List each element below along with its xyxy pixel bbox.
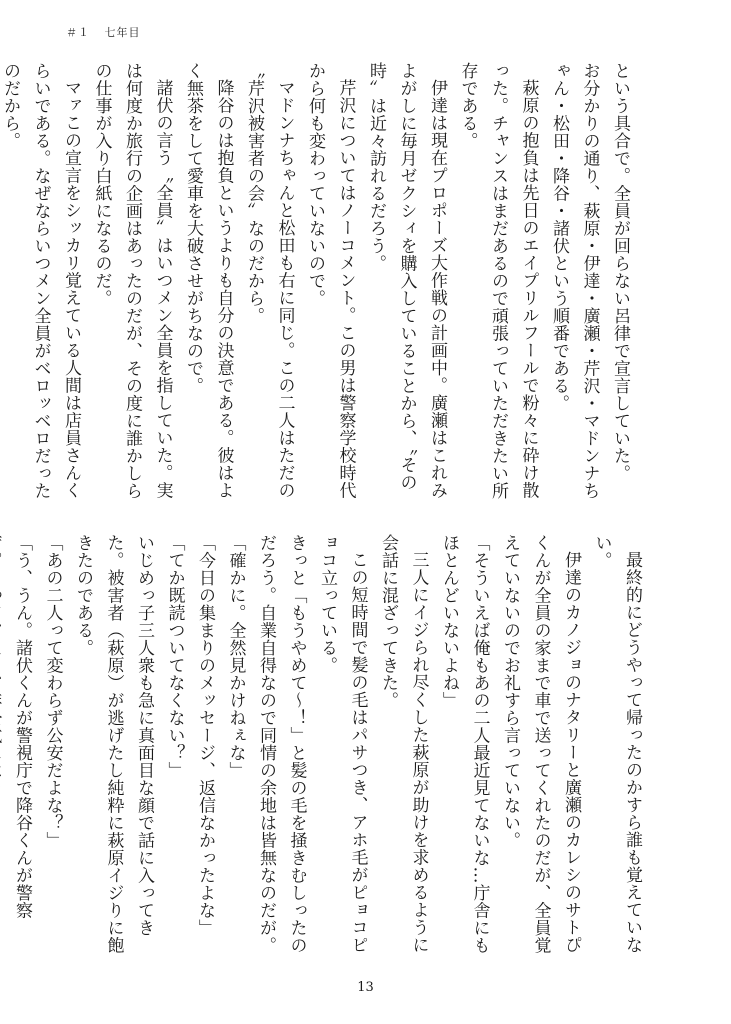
paragraph: 諸伏の言う〝全員〟はいつメン全員を指していた。実は何度か旅行の企画はあったのだが、その度に誰かしらの仕事が入り白紙になるのだ。 — [91, 62, 173, 500]
page-number: 13 — [357, 980, 374, 995]
paragraph: 萩原の抱負は先日のエイプリルフールで粉々に砕け散った。チャンスはまだあるので頑張っていただきたい所存である。 — [457, 62, 539, 500]
chapter-title: 七年目 — [104, 26, 141, 39]
upper-text-block — [0, 62, 635, 504]
paragraph: 降谷のは抱負というよりも自分の決意である。彼はよく無茶をして愛車を大破させがちなので。 — [183, 62, 234, 499]
paragraph: この短時間で髪の毛はパサつき、アホ毛がピョコピョコ立っている。 — [317, 534, 368, 954]
episode-number: ＃１ — [66, 26, 90, 39]
paragraph: いじめっ子三人衆も急に真面目な顔で話に入ってきた。被害者（萩原）が逃げたし純粋に萩原イジりに飽きたのである。 — [73, 534, 154, 954]
paragraph: 「う、うん。諸伏くんが警視庁で降谷くんが警察 — [12, 534, 32, 919]
paragraph: 「てか既読ついてなくない？」 — [164, 534, 185, 779]
paragraph: 「あの二人って変わらず公安だよな？」 — [42, 534, 63, 849]
paragraph: 芹沢についてはノーコメント。この男は警察学校時代から何も変わっていないので。 — [305, 62, 356, 499]
paragraph: マァこの宣言をシッカリ覚えている人間は店員さんくらいである。なぜならいつメン全員がベロッベロだったのだから。 — [0, 62, 81, 500]
paragraph: 「そういえば俺もあの二人最近見てないな…庁舎にもほとんどいないよね」 — [439, 534, 490, 954]
paragraph: 「確かに。全然見かけねぇな」 — [225, 534, 246, 779]
paragraph: 最終的にどうやって帰ったのかすら誰も覚えていない。 — [591, 534, 642, 954]
paragraph: 三人にイジられ尽くした萩原が助けを求めるように会話に混ざってきた。 — [378, 534, 429, 954]
paragraph: お分かりの通り、萩原・伊達・廣瀬・芹沢・マドンナちゃん・松田・降谷・諸伏という順番である。 — [549, 62, 600, 500]
lower-text-block — [0, 534, 647, 966]
paragraph: きっと「もうやめて～！」と髪の毛を掻きむしったのだろう。自業自得なので同情の余地は皆無なのだが。 — [256, 534, 307, 954]
paragraph: 伊達は現在プロポーズ大作戦の計画中。廣瀬はこれみよがしに毎月ゼクシィを購入していることから、〝その時〟は近々訪れるだろう。 — [366, 62, 447, 499]
running-header — [66, 24, 151, 40]
paragraph: 伊達のカノジョのナタリーと廣瀬のカレシのサトぴくんが全員の家まで車で送ってくれたのだが、全員覚えていないのでお礼すら言っていない。 — [500, 534, 581, 954]
paragraph: 「今日の集まりのメッセージ、返信なかったよな」 — [195, 534, 215, 937]
paragraph: という具合で。全員が回らない呂律で宣言していた。 — [610, 62, 630, 482]
paragraph: マドンナちゃんと松田も右に同じ。この二人はただの〝芹沢被害者の会〟なのだから。 — [244, 62, 295, 499]
